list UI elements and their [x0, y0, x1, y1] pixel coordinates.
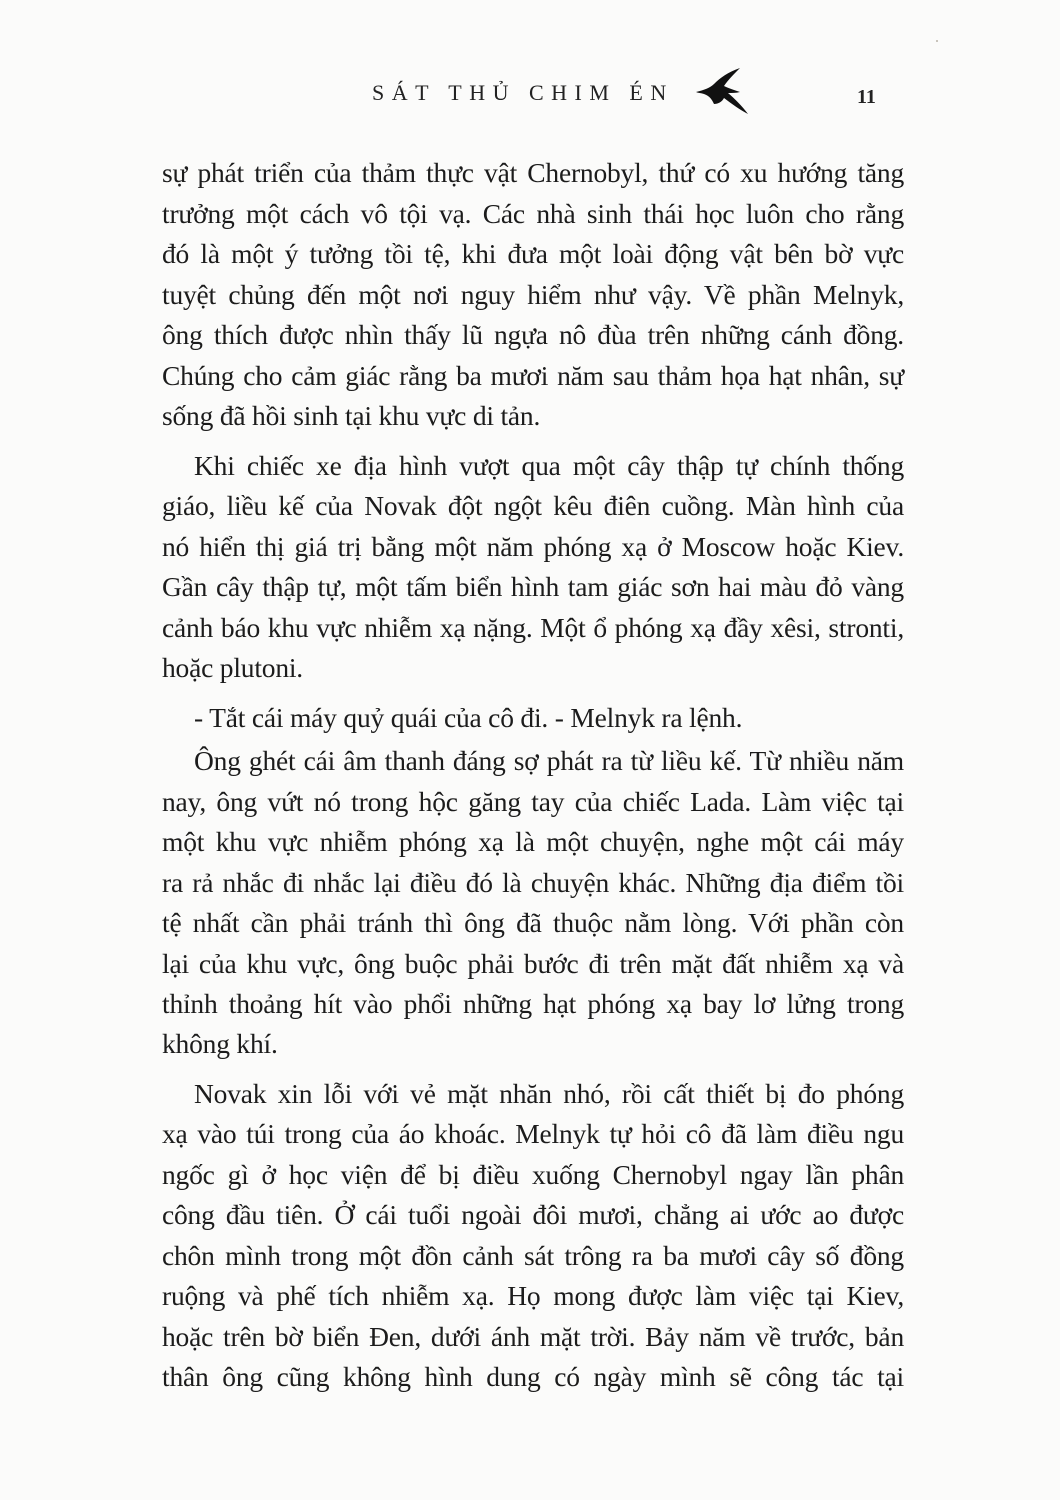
paper-speck [936, 40, 938, 42]
text-line: ông thích được nhìn thấy lũ ngựa nô đùa trên những cánh đồng. [162, 319, 904, 350]
text-line: lại của khu vực, ông buộc phải bước đi trên mặt đất nhiễm xạ và [162, 948, 904, 979]
text-line: một khu vực nhiễm phóng xạ là một chuyện, nghe một cái máy [162, 826, 904, 857]
text-line: hoặc plutoni. [162, 652, 303, 683]
text-line: đó là một ý tưởng tồi tệ, khi đưa một loài động vật bên bờ vực [162, 238, 904, 269]
page-number: 11 [857, 86, 876, 108]
text-line: thân ông cũng không hình dung có ngày mình sẽ công tác tại [162, 1361, 904, 1392]
text-line: ra rả nhắc đi nhắc lại điều đó là chuyện khác. Những địa điểm tồi [162, 867, 904, 898]
text-line: thỉnh thoảng hít vào phổi những hạt phóng xạ bay lơ lửng trong [162, 988, 904, 1019]
text-line: Ông ghét cái âm thanh đáng sợ phát ra từ liều kế. Từ nhiều năm [194, 745, 904, 776]
running-title: SÁT THỦ CHIM ÉN [372, 80, 674, 105]
text-line: nó hiển thị giá trị bằng một năm phóng xạ ở Moscow hoặc Kiev. [162, 531, 904, 562]
text-line: sống đã hồi sinh tại khu vực di tản. [162, 400, 541, 431]
text-line: xạ vào túi trong của áo khoác. Melnyk tự hỏi cô đã làm điều ngu [162, 1118, 904, 1149]
text-line: giáo, liều kế của Novak đột ngột kêu điên cuồng. Màn hình của [162, 490, 904, 521]
text-line: Chúng cho cảm giác rằng ba mươi năm sau thảm họa hạt nhân, sự [162, 360, 904, 391]
text-line: chôn mình trong một đồn cảnh sát trông ra ba mươi cây số đồng [162, 1240, 904, 1271]
text-line: - Tắt cái máy quỷ quái của cô đi. - Melnyk ra lệnh. [194, 702, 743, 733]
text-line: Gần cây thập tự, một tấm biển hình tam giác sơn hai màu đỏ vàng [162, 571, 904, 602]
text-line: ngốc gì ở học viện để bị điều xuống Chernobyl ngay lần phân [162, 1159, 904, 1190]
swallow-bird-icon [694, 66, 750, 116]
text-line: ruộng và phế tích nhiễm xạ. Họ mong được làm việc tại Kiev, [162, 1280, 904, 1311]
text-line: tệ nhất cần phải tránh thì ông đã thuộc nằm lòng. Với phần còn [162, 907, 904, 938]
text-line: trưởng một cách vô tội vạ. Các nhà sinh thái học luôn cho rằng [162, 198, 904, 229]
text-line: sự phát triển của thảm thực vật Chernobyl, thứ có xu hướng tăng [162, 157, 904, 188]
text-line: nay, ông vứt nó trong hộc găng tay của chiếc Lada. Làm việc tại [162, 786, 904, 817]
text-line: Novak xin lỗi với vẻ mặt nhăn nhó, rồi cất thiết bị đo phóng [194, 1078, 904, 1109]
text-line: Khi chiếc xe địa hình vượt qua một cây thập tự chính thống [194, 450, 904, 481]
text-line: cảnh báo khu vực nhiễm xạ nặng. Một ổ phóng xạ đầy xêsi, stronti, [162, 612, 904, 643]
running-header [0, 78, 1060, 118]
text-line: công đầu tiên. Ở cái tuổi ngoài đôi mươi, chẳng ai ước ao được [162, 1199, 904, 1230]
text-line: tuyệt chủng đến một nơi nguy hiểm như vậy. Về phần Melnyk, [162, 279, 904, 310]
text-line: không khí. [162, 1028, 278, 1059]
text-line: hoặc trên bờ biển Đen, dưới ánh mặt trời. Bảy năm về trước, bản [162, 1321, 904, 1352]
